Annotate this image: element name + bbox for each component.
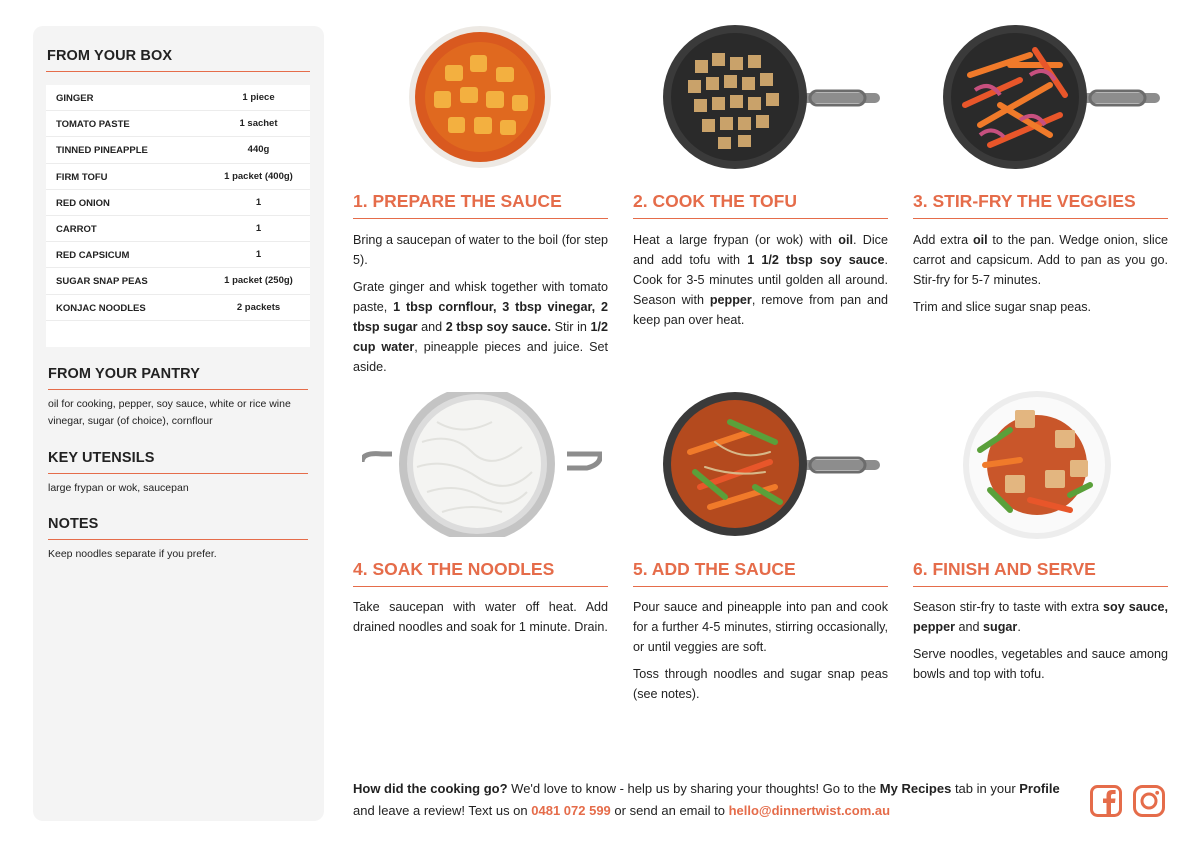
email-link[interactable]: hello@dinnertwist.com.au (728, 802, 891, 818)
step-5-title: 5. ADD THE SAUCE (633, 559, 796, 579)
table-row (46, 268, 310, 294)
feedback-question: How did the cooking go? (353, 781, 508, 796)
served-plate-photo (950, 390, 1125, 540)
step-text: Trim and slice sugar snap peas. (913, 300, 1092, 314)
step-paragraph (633, 230, 888, 330)
step-emphasis: oil (838, 233, 853, 247)
ingredient-name: TINNED PINEAPPLE (56, 145, 148, 157)
step-5-body (633, 597, 888, 711)
utensils-text: large frypan or wok, saucepan (48, 482, 189, 494)
instagram-icon[interactable] (1133, 785, 1165, 817)
footer-text: We'd love to know - help us by sharing your thoughts! Go to the (507, 781, 880, 796)
step-emphasis: sugar (983, 620, 1018, 634)
utensils-title: KEY UTENSILS (48, 450, 155, 466)
step-paragraph (913, 597, 1168, 637)
step-text: and (417, 320, 446, 334)
footer-text: or send an email to (610, 802, 729, 818)
step-emphasis: 2 tbsp soy sauce. (445, 320, 551, 334)
table-row (46, 85, 310, 111)
step-text: Season stir-fry to taste with extra (913, 600, 1104, 614)
step-emphasis: soy sauce, pepper (913, 600, 1168, 634)
ingredient-qty: 2 packets (236, 301, 281, 313)
pantry-text: oil for cooking, pepper, soy sauce, white or rice wine vinegar, sugar (of choice), cornflour (48, 398, 291, 427)
divider (48, 539, 308, 540)
step-paragraph (913, 644, 1168, 684)
divider (633, 218, 888, 219)
divider (353, 218, 608, 219)
step-6-title: 6. FINISH AND SERVE (913, 559, 1096, 579)
step-paragraph (633, 664, 888, 704)
step-text: , pineapple pieces and juice. Set aside. (353, 340, 608, 374)
ingredient-name: RED ONION (56, 197, 110, 209)
step-text: Grate ginger and whisk together with tomato paste, (353, 280, 608, 314)
table-row (46, 295, 310, 321)
step-1-title: 1. PREPARE THE SAUCE (353, 191, 562, 211)
step-text: Bring a saucepan of water to the boil (for step 5). (353, 233, 608, 267)
ingredients-table (46, 85, 310, 347)
divider (913, 218, 1168, 219)
step-emphasis: pepper (709, 293, 752, 307)
phone-link[interactable]: 0481 072 599 (531, 802, 611, 818)
step-paragraph (913, 230, 1168, 290)
step-4-body (353, 597, 608, 644)
step-text: Pour sauce and pineapple into pan and cook for a further 4-5 minutes, stirring occasionally, or until veggies are soft. (633, 600, 888, 654)
step-6-body (913, 597, 1168, 691)
step-text: Serve noodles, vegetables and sauce among bowls and top with tofu. (913, 647, 1168, 681)
ingredient-name: CARROT (56, 224, 97, 235)
table-row (46, 242, 310, 268)
feedback-footer (353, 778, 1078, 821)
ingredient-qty: 1 piece (242, 92, 275, 103)
ingredient-qty: 1 packet (250g) (224, 275, 293, 287)
step-text: . (1017, 620, 1021, 634)
divider (633, 586, 888, 587)
step-text: Toss through noodles and sugar snap peas (see notes). (633, 667, 888, 701)
step-emphasis: oil (972, 233, 988, 247)
step-paragraph (353, 277, 608, 377)
step-text: and (955, 620, 984, 634)
step-1-body (353, 230, 608, 384)
divider (48, 473, 308, 474)
step-paragraph (353, 230, 608, 270)
step-text: . Dice and add tofu with (633, 233, 888, 267)
step-3-title: 3. STIR-FRY THE VEGGIES (913, 191, 1136, 211)
step-text: , remove from pan and keep pan over heat. (633, 293, 889, 327)
divider (48, 389, 308, 390)
veggies-pan-photo (940, 25, 1165, 170)
step-emphasis: 1 1/2 tbsp soy sauce (747, 253, 885, 267)
step-text: Add extra (913, 233, 973, 247)
ingredient-qty: 1 (255, 196, 262, 208)
ingredient-qty: 1 packet (400g) (224, 170, 293, 182)
step-paragraph (913, 297, 1168, 317)
pantry-title: FROM YOUR PANTRY (48, 366, 200, 382)
profile-label: Profile (1019, 781, 1060, 796)
ingredient-name: GINGER (56, 93, 94, 104)
step-paragraph (353, 597, 608, 637)
notes-title: NOTES (48, 516, 99, 532)
my-recipes-label: My Recipes (879, 781, 952, 796)
step-3-body (913, 230, 1168, 324)
step-text: Stir in (551, 320, 591, 334)
divider (913, 586, 1168, 587)
ingredient-qty: 1 sachet (239, 118, 278, 130)
box-title: FROM YOUR BOX (47, 48, 173, 64)
step-text: . Cook for 3-5 minutes until golden all around. Season with (633, 253, 888, 307)
step-text: Take saucepan with water off heat. Add drained noodles and soak for 1 minute. Drain. (353, 600, 608, 634)
notes-text: Keep noodles separate if you prefer. (48, 548, 217, 560)
step-emphasis: 1 tbsp cornflour, 3 tbsp vinegar, 2 tbsp sugar (353, 300, 608, 334)
divider (46, 71, 310, 72)
tofu-pan-photo (660, 25, 885, 170)
ingredient-qty: 1 (255, 249, 262, 261)
table-row (46, 111, 310, 137)
ingredient-name: KONJAC NOODLES (56, 302, 146, 314)
table-row (46, 216, 310, 242)
ingredient-name: RED CAPSICUM (56, 250, 130, 262)
table-row (46, 137, 310, 163)
footer-text: and leave a review! Text us on (353, 802, 532, 818)
step-text: Heat a large frypan (or wok) with (633, 233, 839, 247)
step-2-body (633, 230, 888, 337)
step-emphasis: 1/2 cup water (353, 320, 608, 354)
divider (353, 586, 608, 587)
footer-text: tab in your (951, 781, 1020, 796)
ingredient-qty: 440g (247, 144, 270, 156)
table-row (46, 164, 310, 190)
facebook-icon[interactable] (1090, 785, 1122, 817)
ingredient-name: FIRM TOFU (56, 171, 108, 183)
step-2-title: 2. COOK THE TOFU (633, 191, 797, 211)
sauce-pan-photo (660, 392, 885, 537)
step-4-title: 4. SOAK THE NOODLES (353, 559, 555, 579)
step-paragraph (633, 597, 888, 657)
ingredient-name: SUGAR SNAP PEAS (56, 276, 148, 288)
sauce-bowl-photo (400, 25, 560, 170)
ingredient-name: TOMATO PASTE (56, 119, 130, 131)
ingredient-qty: 1 (255, 223, 262, 234)
table-row (46, 190, 310, 216)
noodles-colander-photo (362, 392, 602, 537)
step-text: to the pan. Wedge onion, slice carrot and capsicum. Add to pan as you go. Stir-fry for 5-7 minutes. (913, 233, 1168, 287)
